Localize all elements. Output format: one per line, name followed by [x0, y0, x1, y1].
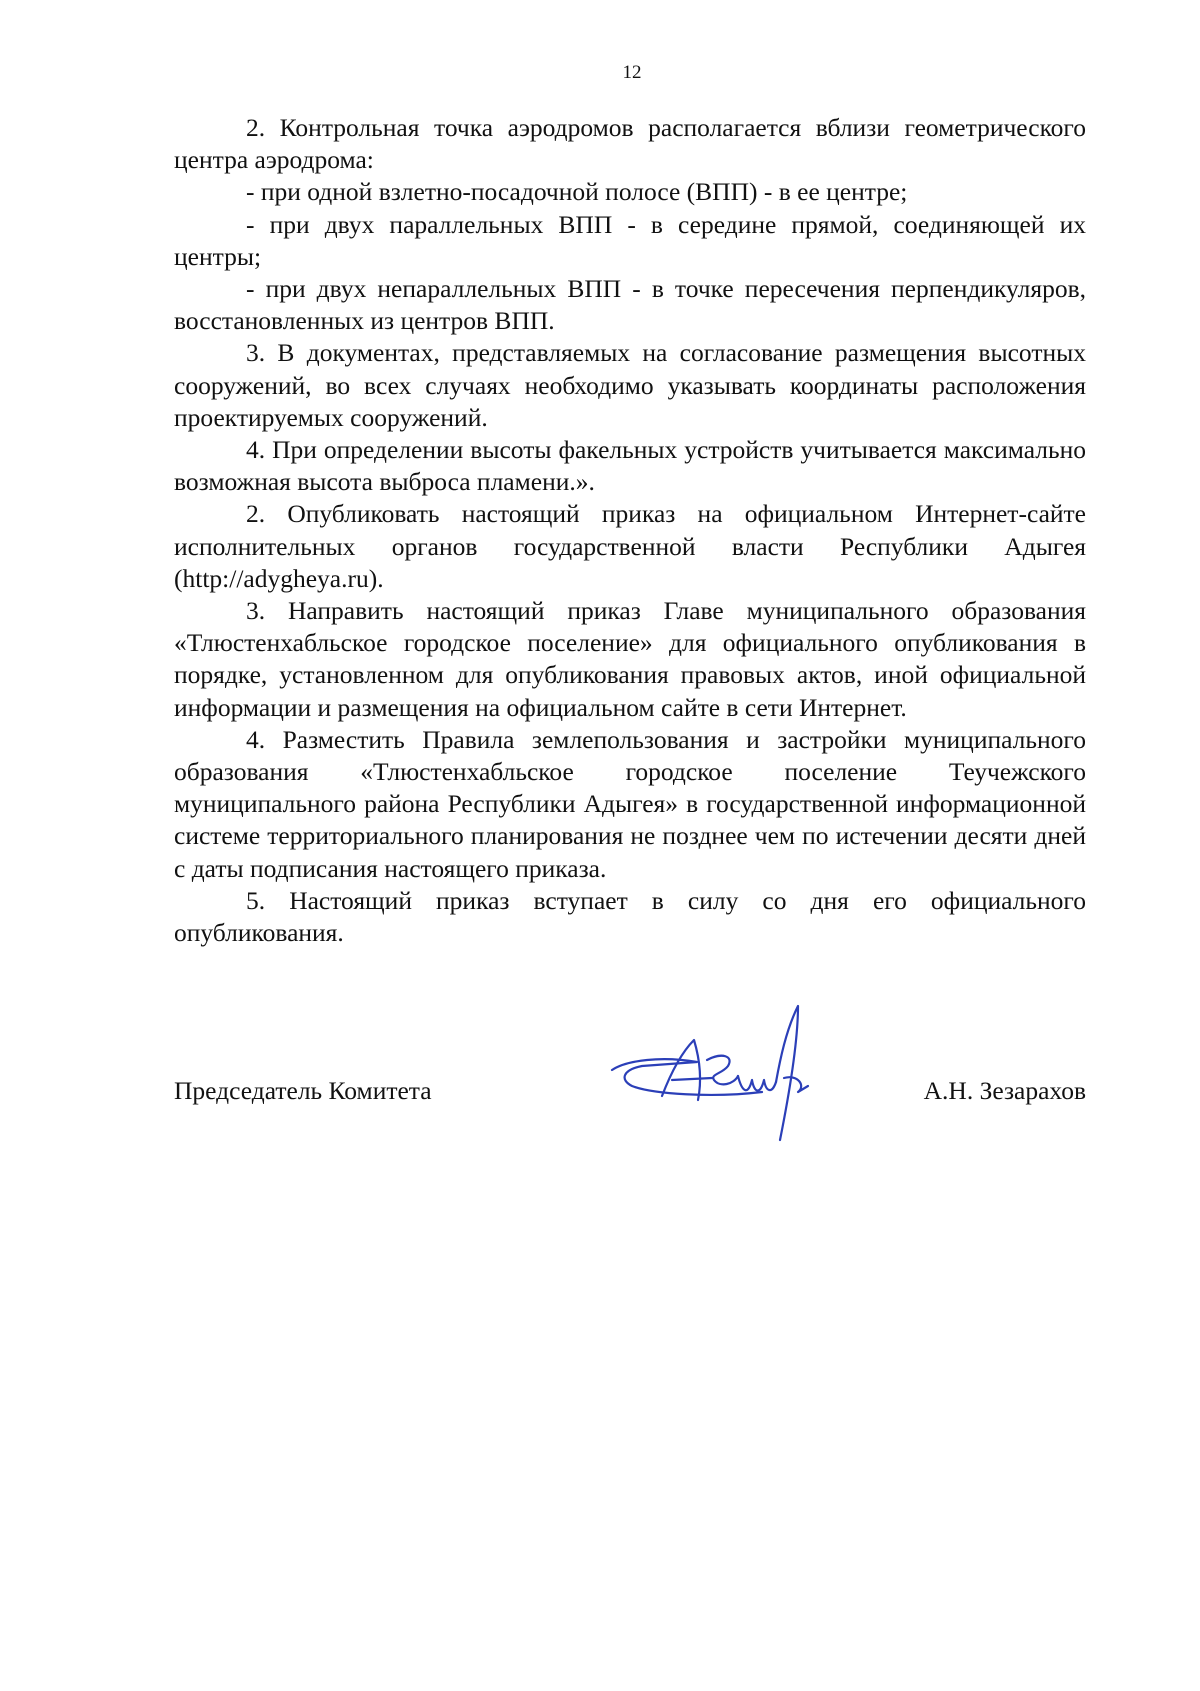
- paragraph-place-rules: 4. Разместить Правила землепользования и застройки муниципального образования «Тлюстенхабльское городское поселение Теучежского муниципального района Республики Адыгея» в государственной информационной системе территориального планирования не позднее чем по истечении десяти дней с даты подписания настоящего приказа.: [174, 724, 1086, 883]
- paragraph-flare-height: 4. При определении высоты факельных устройств учитывается максимально возможная высота выброса пламени.».: [174, 435, 1086, 497]
- paragraph-nonparallel-runways: - при двух непараллельных ВПП - в точке пересечения перпендикуляров, восстановленных из центров ВПП.: [174, 274, 1086, 336]
- paragraph-parallel-runways: - при двух параллельных ВПП - в середине прямой, соединяющей их центры;: [174, 209, 1086, 271]
- signer-name: А.Н. Зезарахов: [923, 1076, 1086, 1105]
- handwritten-signature: [602, 1000, 832, 1150]
- paragraph-send-to-head: 3. Направить настоящий приказ Главе муниципального образования «Тлюстенхабльское городское поселение» для официального опубликования в порядке, установленном для опубликования правовых актов, иной официальной информации и размещения на официальном сайте в сети Интернет.: [174, 596, 1086, 722]
- signature-block: [174, 1000, 1086, 1150]
- paragraph-publish-website: 2. Опубликовать настоящий приказ на официальном Интернет-сайте исполнительных органов государственной власти Республики Адыгея (http://adygheya.ru).: [174, 499, 1086, 593]
- document-body: [174, 112, 1086, 949]
- paragraph-coordinates-requirement: 3. В документах, представляемых на согласование размещения высотных сооружений, во всех случаях необходимо указывать координаты расположения проектируемых сооружений.: [174, 338, 1086, 432]
- paragraph-airfield-control-point: 2. Контрольная точка аэродромов располагается вблизи геометрического центра аэродрома:: [174, 113, 1086, 175]
- paragraph-single-runway: - при одной взлетно-посадочной полосе (ВПП) - в ее центре;: [246, 177, 908, 207]
- signer-position: Председатель Комитета: [174, 1076, 432, 1105]
- page-number: 12: [622, 62, 642, 83]
- paragraph-effective-date: 5. Настоящий приказ вступает в силу со дня его официального опубликования.: [174, 885, 1086, 948]
